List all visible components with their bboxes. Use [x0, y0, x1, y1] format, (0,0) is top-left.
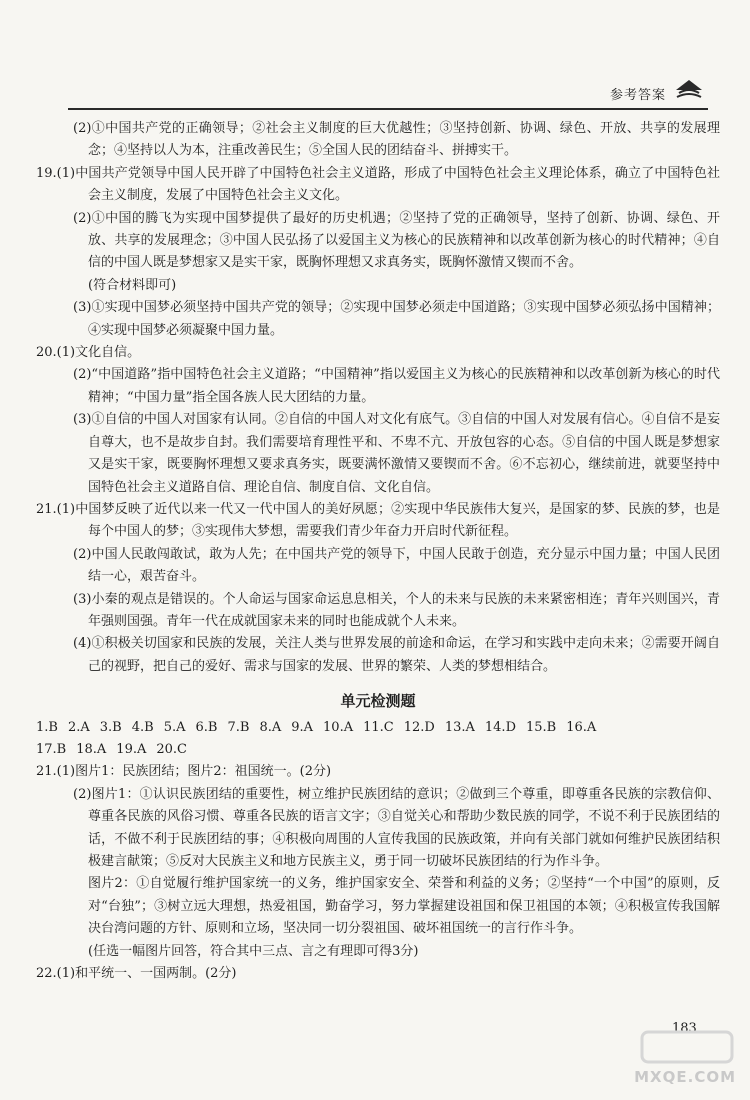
watermark-text: MXQE.COM — [634, 1068, 736, 1086]
choice-answers — [36, 717, 720, 762]
choice-answer: 8.A — [259, 719, 282, 735]
page-header — [68, 82, 708, 110]
choice-answer: 7.B — [227, 719, 250, 735]
answer-paragraph: (4)①积极关切国家和民族的发展，关注人类与世界发展的前途和命运，在学习和实践中走向未来；②需要开阔自己的视野，把自己的爱好、需求与国家的发展、世界的繁荣、人类的梦想相结合。 — [73, 636, 720, 674]
answer-paragraph: (3)小秦的观点是错误的。个人命运与国家命运息息相关，个人的未来与民族的未来紧密相连；青年兴则国兴，青年强则国强。青年一代在成就国家未来的同时也能成就个人未来。 — [73, 591, 720, 629]
choice-answer: 19.A — [116, 741, 147, 757]
answer-paragraph: (3)①实现中国梦必须坚持中国共产党的领导；②实现中国梦必须走中国道路；③实现中国梦必须弘扬中国精神；④实现中国梦必须凝聚中国力量。 — [73, 300, 720, 338]
answer-paragraph: 图片2：①自觉履行维护国家统一的义务，维护国家安全、荣誉和利益的义务；②坚持“一个中国”的原则，反对“台独”；③树立远大理想，热爱祖国，勤奋学习，努力掌握建设祖国和保卫祖国的本领；④积极宣传我国解决台湾问题的方针、原则和立场，坚决同一切分裂祖国、破坏祖国统一的言行作斗争。 — [88, 876, 720, 937]
page-number: 183 — [672, 1021, 697, 1036]
answer-paragraph: (任选一幅图片回答，符合其中三点、言之有理即可得3分) — [88, 943, 419, 959]
answer-paragraph: (2)图片1：①认识民族团结的重要性，树立维护民族团结的意识；②做到三个尊重，即尊重各民族的宗教信仰、尊重各民族的风俗习惯、尊重各民族的语言文字；③自觉关心和帮助少数民族的同学，不说不利于民族团结的话，不做不利于民族团结的事；④积极向周围的人宣传我国的民族政策，并向有关部门就如何维护民族团结积极建言献策；⑤反对大民族主义和地方民族主义，勇于同一切破坏民族团结的行为作斗争。 — [73, 786, 720, 869]
choice-answer: 13.A — [444, 719, 475, 735]
choice-answer: 18.A — [76, 741, 107, 757]
answer-paragraph: (2)中国人民敢闯敢试，敢为人先；在中国共产党的领导下，中国人民敢于创造，充分显示中国力量；中国人民团结一心，艰苦奋斗。 — [73, 546, 720, 585]
answer-paragraph: (3)①自信的中国人对国家有认同。②自信的中国人对文化有底气。③自信的中国人对发展有信心。④自信不是妄自尊大，也不是故步自封。我们需要培育理性平和、不卑不亢、开放包容的心态。⑤自信的中国人既是梦想家又是实干家，既要胸怀理想又要求真务实，既要满怀激情又要锲而不舍。⑥不忘初心，继续前进，就要坚持中国特色社会主义道路自信、理论自信、制度自信、文化自信。 — [73, 412, 720, 495]
answer-paragraph: 21.(1)图片1：民族团结；图片2：祖国统一。(2分) — [36, 764, 332, 780]
choice-answer: 15.B — [526, 719, 557, 735]
choice-answer: 11.C — [363, 719, 394, 735]
answer-content — [36, 118, 720, 985]
choice-answer: 1.B — [36, 719, 58, 735]
answer-paragraph: 22.(1)和平统一、一国两制。(2分) — [36, 966, 237, 982]
choice-answer: 2.A — [67, 719, 90, 735]
choice-answer: 10.A — [323, 719, 354, 735]
watermark-logo — [622, 1022, 742, 1092]
answer-paragraph: 20.(1)文化自信。 — [36, 345, 141, 361]
answer-paragraph: (符合材料即可) — [88, 277, 177, 293]
book-icon — [674, 76, 704, 102]
answer-paragraph: (2)①中国的腾飞为实现中国梦提供了最好的历史机遇；②坚持了党的正确领导，坚持了创新、协调、绿色、开放、共享的发展理念；③中国人民弘扬了以爱国主义为核心的民族精神和以改革创新为核心的时代精神；④自信的中国人既是梦想家又是实干家，既胸怀理想又求真务实，既胸怀激情又锲而不舍。 — [73, 210, 720, 271]
choice-answer: 9.A — [291, 719, 314, 735]
choice-answer: 12.D — [403, 719, 435, 735]
choice-answer: 6.B — [195, 719, 218, 735]
choice-answer: 17.B — [36, 741, 67, 757]
section-title: 单元检测题 — [340, 692, 416, 711]
choice-answer: 20.C — [156, 741, 187, 757]
answer-paragraph: 21.(1)中国梦反映了近代以来一代又一代中国人的美好夙愿；②实现中华民族伟大复兴，是国家的梦、民族的梦，也是每个中国人的梦；③实现伟大梦想，需要我们青少年奋力开启时代新征程。 — [36, 501, 720, 540]
choice-answer: 5.A — [163, 719, 186, 735]
answer-paragraph: 19.(1)中国共产党领导中国人民开辟了中国特色社会主义道路，形成了中国特色社会主义理论体系，确立了中国特色社会主义制度，发展了中国特色社会主义文化。 — [36, 165, 720, 204]
choice-answer: 4.B — [131, 719, 154, 735]
choice-answer: 16.A — [566, 719, 597, 735]
header-title: 参考答案 — [609, 88, 666, 103]
choice-answer: 3.B — [99, 719, 122, 735]
choice-answer: 14.D — [484, 719, 516, 735]
answer-paragraph: (2)①中国共产党的正确领导；②社会主义制度的巨大优越性；③坚持创新、协调、绿色、开放、共享的发展理念；④坚持以人为本，注重改善民生；⑤全国人民的团结奋斗、拼搏实干。 — [73, 121, 720, 159]
answer-paragraph: (2)“中国道路”指中国特色社会主义道路；“中国精神”指以爱国主义为核心的民族精神和以改革创新为核心的时代精神；“中国力量”指全国各族人民大团结的力量。 — [73, 367, 720, 405]
